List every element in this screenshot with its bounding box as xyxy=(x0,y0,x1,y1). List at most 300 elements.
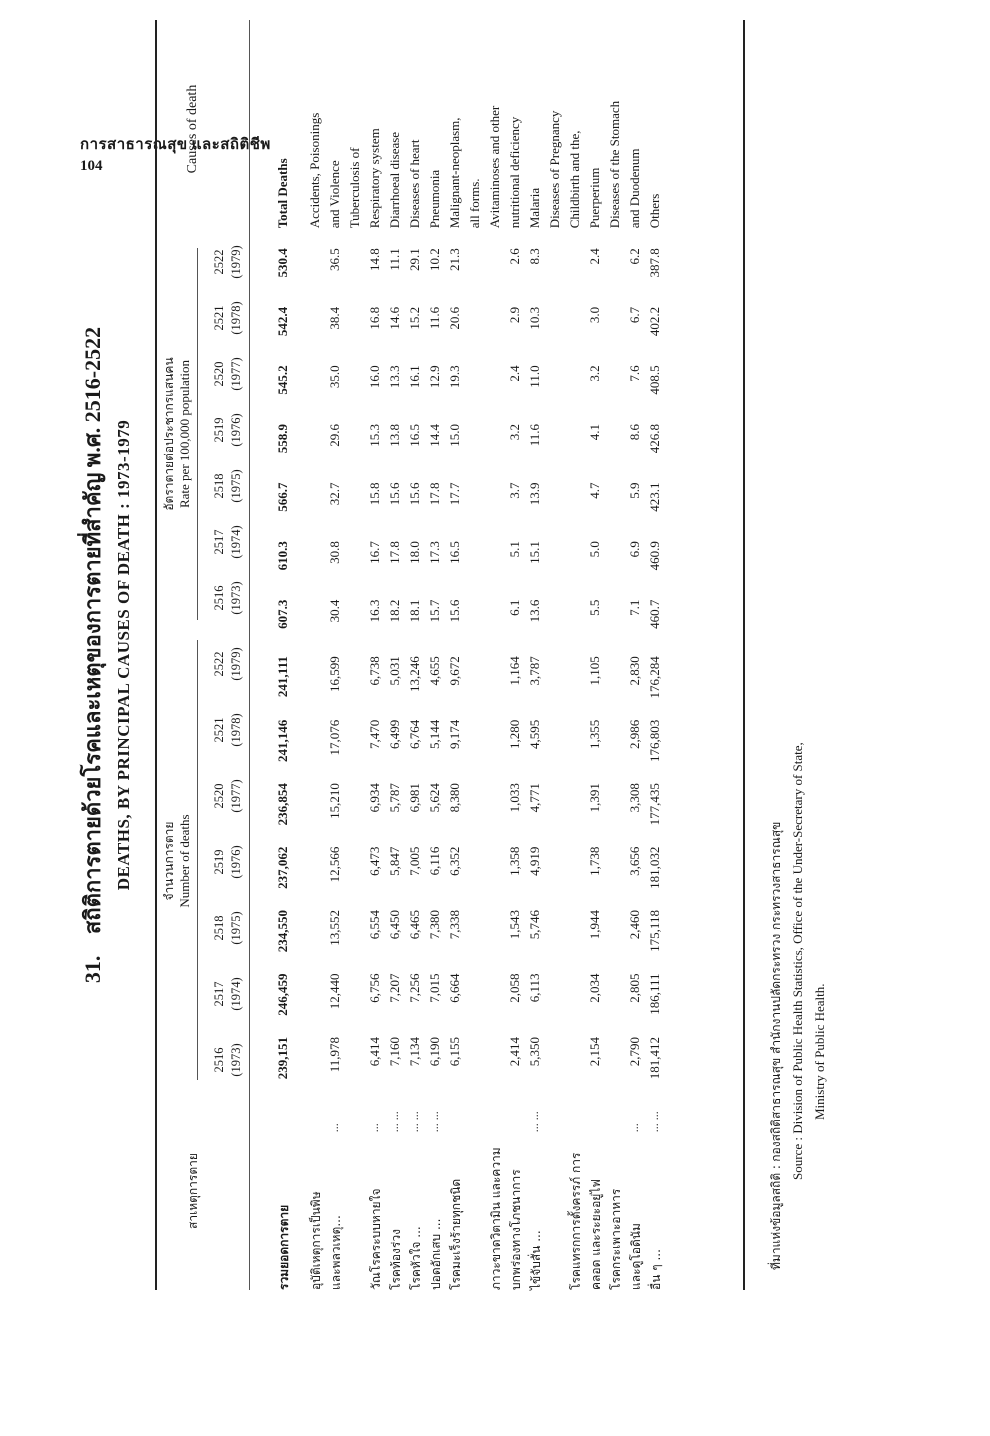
death-rate xyxy=(547,535,567,594)
table-row xyxy=(527,20,547,1290)
cause-english: Total Deaths xyxy=(275,158,290,229)
death-rate xyxy=(347,477,367,536)
death-rate: 16.1 xyxy=(407,365,422,389)
death-count: 9,174 xyxy=(447,719,462,749)
year-be: 2517 xyxy=(212,529,226,555)
death-count: 6,155 xyxy=(447,1036,462,1067)
death-rate: 5.5 xyxy=(587,599,602,616)
death-rate: 542.4 xyxy=(275,306,290,337)
death-count: 246,459 xyxy=(275,973,290,1016)
death-rate: 6.1 xyxy=(507,599,522,616)
death-rate: 610.3 xyxy=(275,541,290,571)
death-count: 241,146 xyxy=(275,719,290,762)
leader-dots xyxy=(547,1096,567,1132)
cause-english: all forms. xyxy=(467,178,482,229)
death-rate: 18.0 xyxy=(407,541,422,564)
death-count: 5,350 xyxy=(527,1036,542,1067)
death-count: 6,981 xyxy=(407,783,422,813)
death-rate xyxy=(607,477,627,536)
cause-thai xyxy=(467,1132,487,1290)
year-ce: (1978) xyxy=(229,713,243,747)
table-row xyxy=(407,20,427,1290)
death-rate: 2.9 xyxy=(507,306,522,324)
death-rate xyxy=(547,477,567,536)
death-rate: 2.6 xyxy=(507,248,522,265)
death-count: 239,151 xyxy=(275,1036,290,1080)
death-rate xyxy=(487,535,507,594)
death-count xyxy=(487,716,507,779)
death-rate xyxy=(307,301,327,360)
death-rate xyxy=(307,477,327,536)
cause-thai: ไข้จับสั่น ... xyxy=(529,1230,543,1290)
year-ce: (1977) xyxy=(229,779,243,813)
year-be: 2516 xyxy=(212,585,226,611)
death-count: 6,499 xyxy=(387,719,402,749)
year-header-deaths xyxy=(211,964,245,1024)
table-row xyxy=(487,20,507,1290)
header-deaths xyxy=(161,630,193,1092)
death-rate xyxy=(607,594,627,653)
death-rate: 16.8 xyxy=(367,306,382,330)
death-count: 4,771 xyxy=(527,783,542,813)
death-count xyxy=(347,970,367,1033)
table-row xyxy=(347,20,367,1290)
death-count xyxy=(547,1033,567,1096)
death-count xyxy=(467,906,487,969)
death-rate: 6.9 xyxy=(627,541,642,558)
source-text-english-1: Division of Public Health Statistics, Office of the Under-Secretary of State, xyxy=(790,742,805,1134)
death-rate: 566.7 xyxy=(275,482,290,512)
death-rate xyxy=(467,242,487,301)
cause-english: Avitaminoses and other xyxy=(487,105,502,229)
year-ce: (1975) xyxy=(229,911,243,945)
death-rate: 15.1 xyxy=(527,541,542,564)
death-rate: 6.7 xyxy=(627,306,642,324)
cause-thai: อุบัติเหตุการเป็นพิษ xyxy=(309,1191,323,1290)
death-count: 2,460 xyxy=(627,910,642,940)
death-rate: 16.3 xyxy=(367,599,382,623)
death-rate: 2.4 xyxy=(587,248,602,265)
death-count: 5,624 xyxy=(427,783,442,813)
death-count xyxy=(567,843,587,906)
death-rate xyxy=(487,359,507,418)
death-rate: 15.3 xyxy=(367,423,382,447)
death-count: 1,355 xyxy=(587,719,602,749)
table-row xyxy=(587,20,607,1290)
year-header-deaths xyxy=(211,1030,245,1090)
death-rate: 13.9 xyxy=(527,482,542,506)
death-rate: 4.7 xyxy=(587,482,602,499)
year-be: 2522 xyxy=(212,651,226,677)
death-count xyxy=(467,716,487,779)
leader-dots: ... ... xyxy=(647,1111,661,1133)
leader-dots xyxy=(347,1096,367,1132)
death-rate: 11.0 xyxy=(527,365,542,388)
death-count: 5,787 xyxy=(387,783,402,813)
year-header-deaths xyxy=(211,634,245,694)
death-count xyxy=(467,1033,487,1096)
death-rate: 16.5 xyxy=(407,423,422,447)
death-count xyxy=(487,843,507,906)
year-header-rate xyxy=(211,400,245,460)
year-ce: (1973) xyxy=(229,1043,243,1077)
death-count xyxy=(347,843,367,906)
death-rate: 11.6 xyxy=(427,306,442,330)
death-rate xyxy=(467,477,487,536)
death-count: 9,672 xyxy=(447,656,462,686)
death-count xyxy=(307,779,327,842)
death-rate xyxy=(567,418,587,477)
cause-thai: บกพร่องทางโภชนาการ xyxy=(509,1169,523,1290)
death-rate: 3.2 xyxy=(587,365,602,382)
cause-english: Childbirth and the, xyxy=(567,130,582,229)
death-rate: 29.6 xyxy=(327,423,342,447)
table-title-english: DEATHS, BY PRINCIPAL CAUSES OF DEATH : 1973-1979 xyxy=(114,419,133,891)
cause-english: nutritional deficiency xyxy=(507,116,522,229)
year-be: 2519 xyxy=(212,849,226,875)
table-row xyxy=(387,20,407,1290)
death-count xyxy=(487,779,507,842)
death-rate xyxy=(547,242,567,301)
death-rate: 2.4 xyxy=(507,365,522,382)
death-count xyxy=(607,1033,627,1096)
year-be: 2517 xyxy=(212,981,226,1007)
death-count: 176,803 xyxy=(647,719,662,762)
death-rate: 10.3 xyxy=(527,306,542,330)
death-rate: 13.3 xyxy=(387,365,402,389)
cause-thai: อื่น ๆ ... xyxy=(649,1249,663,1290)
cause-thai: วัณโรคระบบหายใจ xyxy=(369,1188,383,1290)
header-cause-english: Causes of death xyxy=(185,84,200,174)
table-number: 31. xyxy=(80,955,105,984)
table-row xyxy=(627,20,647,1290)
death-rate: 4.1 xyxy=(587,423,602,441)
death-rate: 17.8 xyxy=(387,541,402,564)
death-rate xyxy=(347,242,367,301)
death-rate: 426.8 xyxy=(647,423,662,454)
source-text-english-2: Ministry of Public Health. xyxy=(812,983,827,1120)
death-count xyxy=(547,843,567,906)
death-rate: 530.4 xyxy=(275,248,290,278)
year-ce: (1979) xyxy=(229,245,243,279)
death-rate xyxy=(347,359,367,418)
death-count xyxy=(467,970,487,1033)
death-count: 1,280 xyxy=(507,719,522,749)
death-count xyxy=(347,716,367,779)
death-count: 7,160 xyxy=(387,1036,402,1067)
death-count: 13,552 xyxy=(327,910,342,946)
death-rate: 5.9 xyxy=(627,482,642,499)
death-count: 4,655 xyxy=(427,656,442,686)
death-count xyxy=(567,1033,587,1096)
death-count: 234,550 xyxy=(275,910,290,953)
death-rate xyxy=(547,359,567,418)
cause-english: Others xyxy=(647,193,662,229)
death-count xyxy=(547,906,567,969)
death-rate xyxy=(347,535,367,594)
death-count: 4,595 xyxy=(527,719,542,749)
leader-dots xyxy=(607,1096,627,1132)
death-count: 1,033 xyxy=(507,783,522,813)
death-rate xyxy=(567,359,587,418)
death-count xyxy=(547,716,567,779)
death-rate: 3.0 xyxy=(587,306,602,324)
death-count xyxy=(487,652,507,715)
table-row xyxy=(427,20,447,1290)
death-count: 1,391 xyxy=(587,783,602,813)
death-rate: 7.1 xyxy=(627,599,642,616)
top-rule xyxy=(155,20,157,1290)
death-count xyxy=(307,716,327,779)
cause-english: Puerperium xyxy=(587,167,602,229)
table-row xyxy=(547,20,567,1290)
death-count xyxy=(487,1033,507,1096)
death-count: 236,854 xyxy=(275,783,290,826)
death-rate: 16.5 xyxy=(447,541,462,564)
death-rate: 19.3 xyxy=(447,365,462,389)
death-count: 1,164 xyxy=(507,656,522,686)
death-count: 2,805 xyxy=(627,973,642,1003)
leader-dots: ... xyxy=(367,1123,381,1133)
death-count: 5,031 xyxy=(387,656,402,686)
death-rate: 408.5 xyxy=(647,365,662,395)
table-row xyxy=(647,20,667,1290)
death-rate: 402.2 xyxy=(647,306,662,337)
death-rate xyxy=(467,359,487,418)
death-count xyxy=(347,906,367,969)
death-count: 6,414 xyxy=(367,1036,382,1067)
death-count: 6,190 xyxy=(427,1036,442,1067)
death-count xyxy=(347,779,367,842)
death-count: 241,111 xyxy=(275,656,290,698)
year-be: 2520 xyxy=(212,361,226,387)
death-rate: 15.0 xyxy=(447,423,462,447)
death-rate xyxy=(487,594,507,653)
death-rate xyxy=(567,594,587,653)
death-count: 5,746 xyxy=(527,910,542,940)
death-rate: 3.2 xyxy=(507,423,522,441)
death-count xyxy=(567,652,587,715)
death-count xyxy=(467,652,487,715)
death-count: 6,473 xyxy=(367,846,382,876)
cause-english: Diarrhoeal disease xyxy=(387,131,402,229)
source-label-english: Source : xyxy=(790,1137,805,1180)
year-header-deaths xyxy=(211,832,245,892)
death-rate: 11.6 xyxy=(527,423,542,447)
death-count: 6,465 xyxy=(407,910,422,940)
death-rate xyxy=(467,535,487,594)
table-row xyxy=(567,20,587,1290)
cause-english: Diseases of heart xyxy=(407,139,422,229)
death-rate xyxy=(487,477,507,536)
death-rate: 18.2 xyxy=(387,599,402,623)
death-rate: 14.4 xyxy=(427,423,442,447)
year-be: 2518 xyxy=(212,915,226,941)
year-be: 2522 xyxy=(212,249,226,275)
death-rate xyxy=(547,301,567,360)
death-rate xyxy=(307,535,327,594)
year-ce: (1974) xyxy=(229,977,243,1011)
year-ce: (1976) xyxy=(229,845,243,879)
cause-thai: และพลวเหตุ... xyxy=(329,1215,343,1290)
leader-dots xyxy=(467,1096,487,1132)
death-count xyxy=(607,779,627,842)
leader-dots xyxy=(275,1096,295,1132)
table-row xyxy=(327,20,347,1290)
death-count: 2,986 xyxy=(627,719,642,749)
death-count: 3,308 xyxy=(627,783,642,813)
source-text-thai: กองสถิติสาธารณสุข สำนักงานปลัดกระทรวง กระทรวงสาธารณสุข xyxy=(769,821,783,1162)
death-rate: 460.7 xyxy=(647,599,662,629)
cause-thai xyxy=(547,1132,567,1290)
cause-thai: ปอดอักเสบ ... xyxy=(429,1218,443,1290)
death-count xyxy=(607,906,627,969)
year-be: 2521 xyxy=(212,305,226,331)
year-ce: (1973) xyxy=(229,581,243,615)
death-count: 7,134 xyxy=(407,1036,422,1067)
death-count: 7,380 xyxy=(427,910,442,940)
death-count: 16,599 xyxy=(327,656,342,692)
header-deaths-english: Number of deaths xyxy=(177,814,192,908)
cause-thai: โรคหัวใจ ... xyxy=(409,1226,423,1290)
year-header-rate xyxy=(211,344,245,404)
death-count: 2,058 xyxy=(507,973,522,1003)
death-count xyxy=(307,970,327,1033)
death-rate: 8.3 xyxy=(527,248,542,265)
death-count: 11,978 xyxy=(327,1036,342,1073)
year-be: 2520 xyxy=(212,783,226,809)
leader-dots: ... xyxy=(327,1123,341,1133)
death-count xyxy=(307,652,327,715)
cause-english: Pneumonia xyxy=(427,169,442,229)
death-rate: 545.2 xyxy=(275,365,290,395)
death-count xyxy=(607,716,627,779)
death-count xyxy=(307,1033,327,1096)
cause-thai: โรคแทรกการตั้งครรภ์ การ xyxy=(569,1152,583,1290)
cause-thai: โรคท้องร่วง xyxy=(389,1229,403,1290)
death-count: 6,450 xyxy=(387,910,402,940)
cause-english: Diseases of Pregnancy xyxy=(547,110,562,229)
death-rate xyxy=(607,418,627,477)
death-count: 7,256 xyxy=(407,973,422,1003)
death-count: 12,566 xyxy=(327,846,342,883)
leader-dots xyxy=(447,1096,467,1132)
death-rate: 15.7 xyxy=(427,599,442,623)
death-rate xyxy=(547,418,567,477)
source-label-thai: ที่มาแห่งข้อมูลสถิติ : xyxy=(769,1165,783,1270)
death-count: 7,015 xyxy=(427,973,442,1003)
death-count xyxy=(467,843,487,906)
year-be: 2521 xyxy=(212,717,226,743)
death-count: 1,944 xyxy=(587,910,602,940)
table-row xyxy=(467,20,487,1290)
year-be: 2519 xyxy=(212,417,226,443)
death-count: 177,435 xyxy=(647,783,662,826)
year-ce: (1977) xyxy=(229,357,243,391)
death-count: 6,116 xyxy=(427,846,442,876)
year-header-rate xyxy=(211,568,245,628)
source-note xyxy=(765,742,831,1270)
header-rate-english: Rate per 100,000 population xyxy=(177,359,192,509)
cause-english: and Duodenum xyxy=(627,148,642,229)
year-be: 2516 xyxy=(212,1047,226,1073)
death-count: 7,005 xyxy=(407,846,422,876)
death-rate: 30.8 xyxy=(327,541,342,564)
year-header-deaths xyxy=(211,898,245,958)
death-rate: 460.9 xyxy=(647,541,662,571)
death-rate xyxy=(307,594,327,653)
death-count: 15,210 xyxy=(327,783,342,819)
death-count: 1,105 xyxy=(587,656,602,686)
death-count xyxy=(567,970,587,1033)
death-rate: 21.3 xyxy=(447,248,462,272)
death-count: 7,338 xyxy=(447,910,462,940)
death-count: 6,756 xyxy=(367,973,382,1003)
death-rate: 14.6 xyxy=(387,306,402,330)
death-count: 2,154 xyxy=(587,1036,602,1067)
death-rate xyxy=(607,242,627,301)
death-rate: 5.0 xyxy=(587,541,602,558)
year-header-rate xyxy=(211,512,245,572)
death-rate xyxy=(307,418,327,477)
death-rate: 13.8 xyxy=(387,423,402,447)
death-rate: 5.1 xyxy=(507,541,522,558)
death-count: 6,554 xyxy=(367,910,382,940)
death-count: 5,847 xyxy=(387,846,402,876)
death-count xyxy=(567,716,587,779)
death-count xyxy=(307,843,327,906)
death-count: 237,062 xyxy=(275,846,290,889)
death-rate: 38.4 xyxy=(327,306,342,330)
leader-dots xyxy=(307,1096,327,1132)
death-count xyxy=(567,906,587,969)
death-rate: 20.6 xyxy=(447,306,462,330)
death-count xyxy=(487,906,507,969)
year-ce: (1978) xyxy=(229,301,243,335)
death-count: 13,246 xyxy=(407,656,422,692)
death-rate: 16.0 xyxy=(367,365,382,389)
death-rate: 607.3 xyxy=(275,599,290,629)
header-cause-thai: สาเหตุการตาย xyxy=(186,1153,200,1229)
death-count xyxy=(607,652,627,715)
death-count: 5,144 xyxy=(427,719,442,749)
leader-dots: ... xyxy=(627,1123,641,1133)
death-count: 176,284 xyxy=(647,656,662,699)
cause-english: Respiratory system xyxy=(367,128,382,229)
death-count: 3,787 xyxy=(527,656,542,686)
leader-dots xyxy=(507,1096,527,1132)
death-rate: 35.0 xyxy=(327,365,342,389)
spacer-row xyxy=(295,20,307,1290)
death-count xyxy=(547,652,567,715)
deaths-header-rule xyxy=(197,640,198,1080)
death-count: 2,830 xyxy=(627,656,642,686)
year-header-deaths xyxy=(211,766,245,826)
death-count: 2,414 xyxy=(507,1036,522,1067)
death-rate: 15.2 xyxy=(407,306,422,330)
cause-english: Malaria xyxy=(527,187,542,229)
death-rate: 558.9 xyxy=(275,423,290,454)
death-rate: 36.5 xyxy=(327,248,342,272)
bottom-rule xyxy=(743,20,745,1290)
cause-thai: ภาวะขาดวิตามิน และความ xyxy=(489,1147,503,1290)
leader-dots xyxy=(567,1096,587,1132)
death-rate xyxy=(567,477,587,536)
death-count: 4,919 xyxy=(527,846,542,876)
death-rate: 11.1 xyxy=(387,248,402,271)
death-rate xyxy=(347,594,367,653)
year-ce: (1976) xyxy=(229,413,243,447)
